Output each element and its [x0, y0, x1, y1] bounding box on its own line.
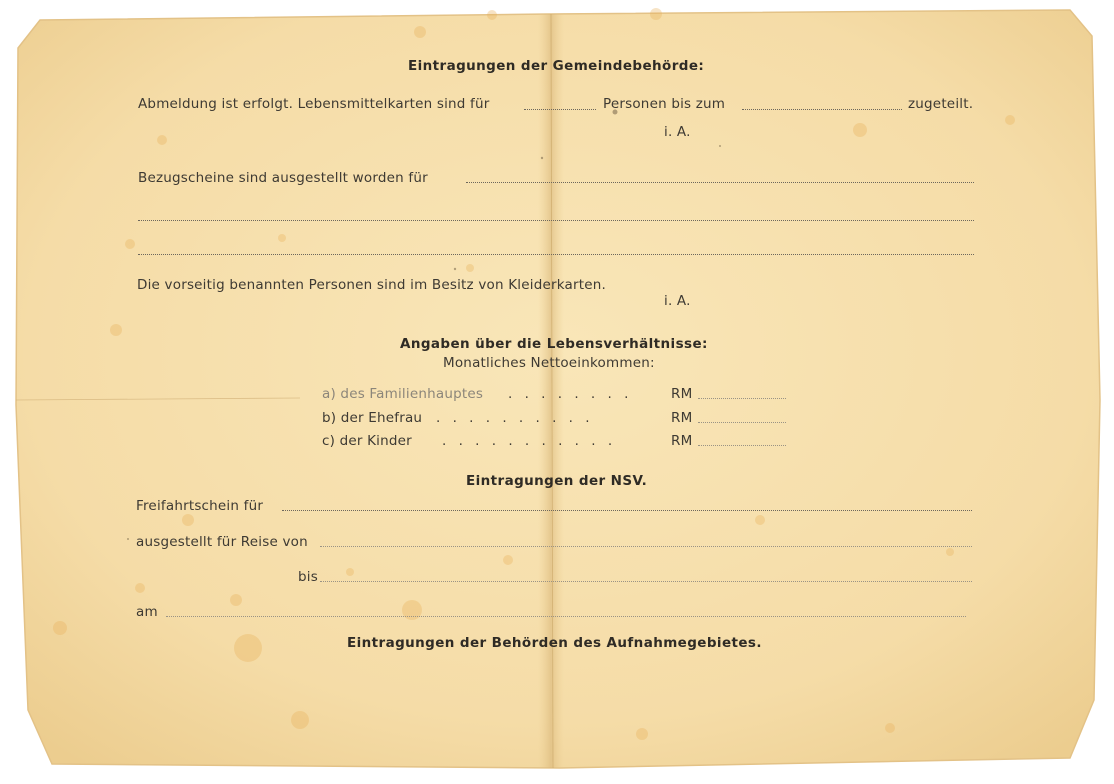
abmeldung-personen-text: Personen bis zum [603, 96, 726, 112]
bezugscheine-field-line-3[interactable] [138, 254, 974, 255]
income-field-kinder[interactable] [698, 445, 786, 446]
freifahrtschein-text: Freifahrtschein für [136, 498, 264, 514]
abmeldung-text: Abmeldung ist erfolgt. Lebensmittelkarten sind für [138, 96, 490, 112]
am-date-field[interactable] [166, 616, 966, 617]
income-leader-ehefrau: . . . . . . . . . . [436, 410, 594, 426]
bezugscheine-field[interactable] [466, 182, 974, 183]
signature-ia-2: i. A. [664, 293, 691, 309]
ausgestellt-reise-text: ausgestellt für Reise von [136, 534, 308, 550]
reise-von-field[interactable] [320, 546, 972, 547]
bezugscheine-field-line-2[interactable] [138, 220, 974, 221]
income-label-ehefrau: b) der Ehefrau [322, 410, 423, 426]
income-label-familienhaupt: a) des Familienhauptes [322, 386, 484, 402]
heading-nsv: Eintragungen der NSV. [466, 473, 648, 489]
income-leader-kinder: . . . . . . . . . . . [442, 433, 617, 449]
income-leader-familienhaupt: . . . . . . . . [508, 386, 633, 402]
zugeteilt-text: zugeteilt. [908, 96, 974, 112]
reise-bis-field[interactable] [320, 581, 972, 582]
income-unit-ehefrau: RM [671, 410, 693, 426]
monatliches-nettoeinkommen: Monatliches Nettoeinkommen: [443, 355, 655, 371]
income-label-kinder: c) der Kinder [322, 433, 412, 449]
bis-text: bis [298, 569, 318, 585]
income-field-ehefrau[interactable] [698, 422, 786, 423]
kleiderkarten-text: Die vorseitig benannten Personen sind im Besitz von Kleiderkarten. [137, 277, 606, 293]
bezugscheine-text: Bezugscheine sind ausgestellt worden für [138, 170, 428, 186]
income-unit-kinder: RM [671, 433, 693, 449]
freifahrtschein-field[interactable] [282, 510, 972, 511]
heading-lebensverhaeltnisse: Angaben über die Lebensverhältnisse: [400, 336, 708, 352]
heading-aufnahmegebiet: Eintragungen der Behörden des Aufnahmegebietes. [347, 635, 762, 651]
signature-ia-1: i. A. [664, 124, 691, 140]
am-text: am [136, 604, 158, 620]
until-date-field[interactable] [742, 109, 902, 110]
heading-gemeindebehoerde: Eintragungen der Gemeindebehörde: [408, 58, 705, 74]
income-unit-familienhaupt: RM [671, 386, 693, 402]
persons-count-field[interactable] [524, 109, 596, 110]
income-field-familienhaupt[interactable] [698, 398, 786, 399]
